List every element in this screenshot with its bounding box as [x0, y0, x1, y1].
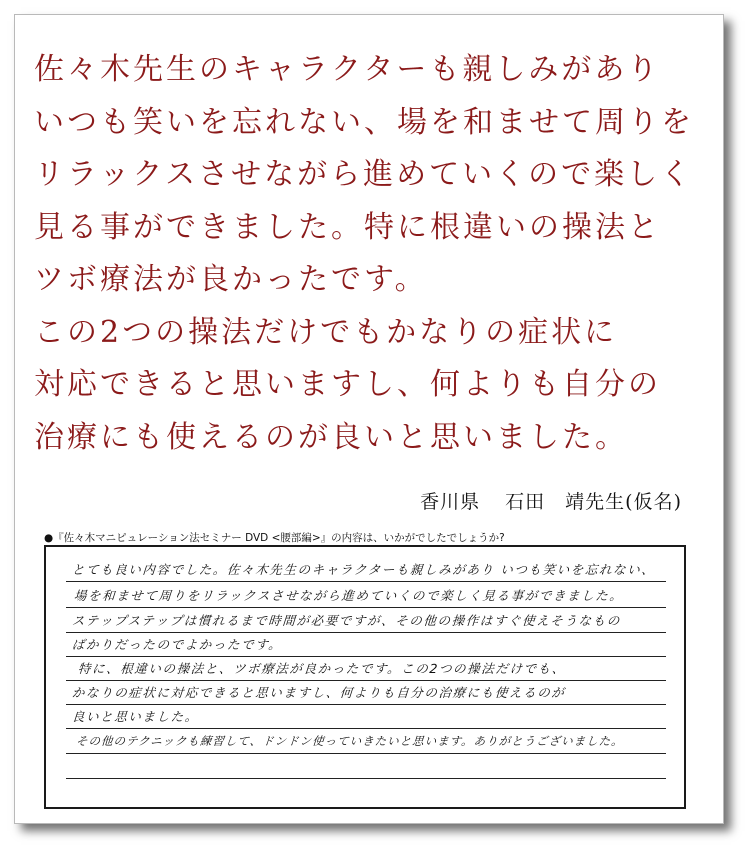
testimonial-line: この2つの操法だけでもかなりの症状に [34, 314, 618, 350]
handwritten-line: 良いと思いました。 [71, 709, 200, 724]
handwritten-line: その他のテクニックも練習して、ドンドン使っていきたいと思います。ありがとうございました。 [75, 734, 625, 748]
survey-question: ●『佐々木マニピュレーション法セミナー DVD <腰部編>』の内容は、いかがでしたでしょうか? [44, 532, 505, 544]
handwritten-line: 特に、根違いの操法と、ツボ療法が良かったです。この2つの操法だけでも、 [77, 661, 567, 676]
testimonial-line: 治療にも使えるのが良いと思いました。 [34, 419, 628, 455]
ruled-line [66, 753, 666, 754]
handwritten-line: かなりの症状に対応できると思いますし、何よりも自分の治療にも使えるのが [71, 685, 567, 700]
attribution-prefecture: 香川県 [420, 491, 481, 513]
handwritten-line: 場を和ませて周りをリラックスさせながら進めていくので楽しく見る事ができました。 [73, 588, 625, 603]
ruled-line [66, 728, 666, 729]
testimonial-line: 対応できると思いますし、何よりも自分の [34, 367, 661, 402]
ruled-line [66, 607, 666, 608]
ruled-line [66, 656, 666, 657]
handwritten-answer-box [44, 545, 686, 809]
ruled-line [66, 704, 666, 705]
testimonial-line: いつも笑いを忘れない、場を和ませて周りを [34, 104, 694, 140]
handwritten-line: ばかりだったのでよかったです。 [71, 637, 284, 652]
ruled-line [66, 778, 666, 779]
testimonial-line: ツボ療法が良かったです。 [34, 262, 428, 297]
testimonial-line: リラックスさせながら進めていくので楽しく [34, 157, 694, 192]
ruled-line [66, 581, 666, 582]
handwritten-line: とても良い内容でした。佐々木先生のキャラクターも親しみがあり いつも笑いを忘れない、 [71, 562, 656, 577]
attribution-name: 石田 靖先生(仮名) [505, 491, 682, 513]
testimonial-line: 見る事ができました。特に根違いの操法と [34, 209, 661, 245]
handwritten-line: ステップステップは慣れるまで時間が必要ですが、その他の操作はすぐ使えそうなもの [71, 613, 622, 628]
ruled-line [66, 680, 666, 681]
attribution [402, 487, 682, 514]
testimonial-text [34, 44, 694, 464]
ruled-line [66, 632, 666, 633]
testimonial-line: 佐々木先生のキャラクターも親しみがあり [34, 52, 661, 87]
